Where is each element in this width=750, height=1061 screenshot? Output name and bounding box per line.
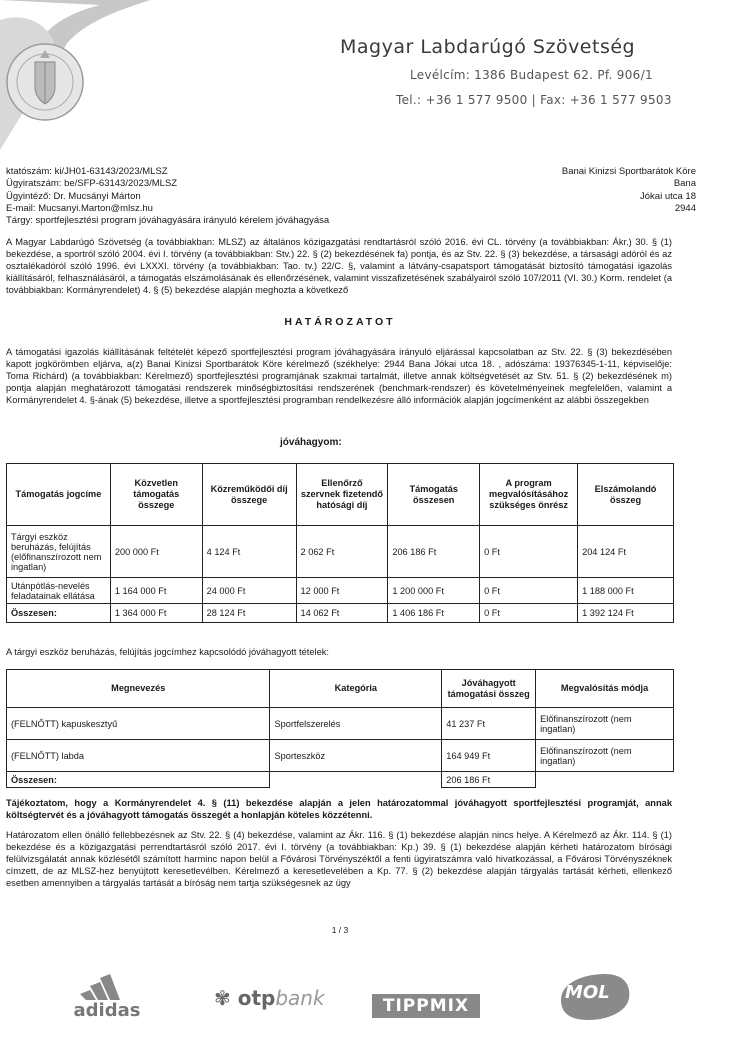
case-number: Ügyiratszám: be/SFP-63143/2023/MLSZ: [6, 178, 178, 190]
table-cell: 14 062 Ft: [296, 604, 388, 623]
recipient-street: Jókai utca 18: [640, 190, 696, 202]
adidas-wordmark: adidas: [73, 1000, 141, 1021]
recipient-name: Banai Kinizsi Sportbarátok Köre: [561, 166, 696, 177]
table-cell: 41 237 Ft: [442, 708, 536, 740]
table-cell: 204 124 Ft: [578, 526, 674, 578]
table-cell: Sporteszköz: [270, 740, 442, 772]
recipient-city: Bana: [673, 178, 696, 190]
approval-label: jóváhagyom:: [280, 437, 342, 448]
officer-email: E-mail: Mucsanyi.Marton@mlsz.hu: [6, 202, 153, 214]
table-total-row: [7, 772, 674, 788]
otp-bank-logo: [214, 986, 325, 1010]
column-header: Megvalósítás módja: [536, 670, 674, 708]
table-cell: Utánpótlás-nevelés feladatainak ellátása: [7, 578, 111, 604]
table-cell: Tárgyi eszköz beruházás, felújítás (előfinanszírozott nem ingatlan): [7, 526, 111, 578]
column-header: Elszámolandó összeg: [578, 464, 674, 526]
table-cell: 0 Ft: [480, 604, 578, 623]
table-cell: 2 062 Ft: [296, 526, 388, 578]
table-row: [7, 708, 674, 740]
column-header: Megnevezés: [7, 670, 270, 708]
column-header: Közreműködői díj összege: [202, 464, 296, 526]
table-header-row: [7, 464, 674, 526]
subject-line: Tárgy: sportfejlesztési program jóváhagyására irányuló kérelem jóváhagyása: [6, 215, 330, 227]
letterhead: [0, 0, 750, 150]
registration-number: ktatószám: ki/JH01-63143/2023/MLSZ: [6, 166, 168, 177]
table-cell: (FELNŐTT) labda: [7, 740, 270, 772]
sponsor-bar: [0, 970, 750, 1061]
page-number: 1 / 3: [331, 925, 349, 935]
adidas-logo: [72, 970, 142, 1030]
decision-paragraph: A támogatási igazolás kiállításának feltételét képező sportfejlesztési program jóváhagyására irányuló eljárással kapcsolatban az Stv. 22. § (3) bekezdésében kapott jogkörömben eljárva, a(z) Banai Kinizsi Sportbarátok Köre kérelmező (székhelye: 2944 Bana Jókai utca 18. , adószáma: 19376345-1-11, képviselője: Toma Richárd) (a továbbiakban: Kérelmező) sportfejlesztési programjának szakmai tartalmát, illetve annak költségvetését az Stv. 51. § (2) bekezdésének m) pontja alapján meghatározott támogatási rendszerek minőségbiztosítási rendszerének (benchmark-rendszer) és követelményeinek megfelelően, valamint a Kormányrendelet 4. §-ának (5) bekezdése, illetve a sportfejlesztési programban rendelkezésre álló információk alapján jogcímenként az alábbi összegekben: [6, 347, 672, 406]
table-cell: 24 000 Ft: [202, 578, 296, 604]
table-cell: 1 364 000 Ft: [110, 604, 202, 623]
table-cell: [270, 772, 442, 788]
table-row: [7, 526, 674, 578]
otp-swirl-icon: ✾: [214, 986, 231, 1010]
recipient-postcode: 2944: [674, 202, 696, 214]
table-cell: (FELNŐTT) kapuskesztyű: [7, 708, 270, 740]
table-cell: 1 392 124 Ft: [578, 604, 674, 623]
table-cell: 28 124 Ft: [202, 604, 296, 623]
table-header-row: [7, 670, 674, 708]
table-cell: 12 000 Ft: [296, 578, 388, 604]
table-cell: 1 188 000 Ft: [578, 578, 674, 604]
column-header: Támogatás összesen: [388, 464, 480, 526]
adidas-stripes-icon: [72, 970, 142, 1002]
items-intro: A tárgyi eszköz beruházás, felújítás jogcímhez kapcsolódó jóváhagyott tételek:: [6, 647, 329, 657]
table-total-row: [7, 604, 674, 623]
table-cell: 206 186 Ft: [442, 772, 536, 788]
column-header: Támogatás jogcíme: [7, 464, 111, 526]
table-cell: Összesen:: [7, 772, 270, 788]
recipient-address: [562, 166, 696, 215]
legal-basis-paragraph: A Magyar Labdarúgó Szövetség (a továbbiakban: MLSZ) az általános közigazgatási rendtartásról szóló 2016. évi CL. törvény (a továbbiakban: Ákr.) 30. § (1) bekezdése, a sportról szóló 2004. évi I. törvény (a továbbiakban: Stv.) 22. § (2) bekezdésének fa) pontja, és az Stv. 22. § (3) bekezdése, a társasági adóról és az osztalékadóról szóló 1996. évi LXXXI. törvény (a továbbiakban: Tao. tv.) 22/C. §, valamint a látvány-csapatsport támogatását biztosító támogatási igazolás kiállításáról, felhasználásáról, a támogatás elszámolásának és ellenőrzésének, valamint visszafizetésének szabályairól szóló 107/2011 (VI. 30.) Korm. rendelet (a továbbiakban: Kormányrendelet) 4. § (5) bekezdése alapján meghozta a következő: [6, 237, 672, 296]
table-cell: 164 949 Ft: [442, 740, 536, 772]
column-header: Kategória: [270, 670, 442, 708]
table-cell: 1 164 000 Ft: [110, 578, 202, 604]
organization-name: Magyar Labdarúgó Szövetség: [340, 36, 636, 58]
approved-items-table: [6, 669, 674, 788]
column-header: Közvetlen támogatás összege: [110, 464, 202, 526]
mol-logo: [555, 970, 635, 1024]
column-header: A program megvalósításához szükséges önrész: [480, 464, 578, 526]
column-header: Ellenőrző szervnek fizetendő hatósági díj: [296, 464, 388, 526]
table-cell: 0 Ft: [480, 526, 578, 578]
appeal-paragraph: Határozatom ellen önálló fellebbezésnek az Stv. 22. § (4) bekezdése, valamint az Ákr. 116. § (1) bekezdése alapján nincs helye. A Kérelmező az Ákr. 114. § (1) bekezdése és a közigazgatási perrendtartásról szóló 2017. évi I. törvény (a továbbiakban: Kp.) 39. § (1) bekezdése alapján kérheti határozatom bírósági felülvizsgálatát annak közlésétől számított harminc napon belül a Fővárosi Törvényszéktől a fenti ügyiratszámra való hivatkozással, a Fővárosi Törvényszéknek címzett, de az MLSZ-hez benyújtott keresetlevélben. Kérelmező a keresetlevelében a Kp. 77. § (2) bekezdése alapján tárgyalás tartását kérheti, ellenkező esetben amennyiben a tárgyalás tartását a bíróság nem tartja szükségesnek az ügy: [6, 830, 672, 889]
organization-address: Levélcím: 1386 Budapest 62. Pf. 906/1: [410, 68, 653, 82]
support-summary-table: [6, 463, 674, 623]
bank-wordmark: bank: [275, 986, 325, 1010]
table-cell: 200 000 Ft: [110, 526, 202, 578]
table-cell: 1 406 186 Ft: [388, 604, 480, 623]
table-cell: 4 124 Ft: [202, 526, 296, 578]
otp-wordmark: otp: [237, 986, 276, 1010]
table-cell: [536, 772, 674, 788]
publication-notice: Tájékoztatom, hogy a Kormányrendelet 4. § (11) bekezdése alapján a jelen határozatommal jóváhagyott sportfejlesztési programját, annak költségtervét és a jóváhagyott támogatás összegét a honlapján köteles közzétenni.: [6, 798, 672, 821]
table-cell: Előfinanszírozott (nem ingatlan): [536, 740, 674, 772]
case-officer: Ügyintéző: Dr. Mucsányi Márton: [6, 190, 141, 202]
organization-phone: Tel.: +36 1 577 9500 | Fax: +36 1 577 9503: [396, 93, 672, 107]
document-metadata: [6, 166, 329, 227]
mol-wordmark: MOL: [565, 982, 610, 1003]
table-cell: Előfinanszírozott (nem ingatlan): [536, 708, 674, 740]
table-cell: Sportfelszerelés: [270, 708, 442, 740]
column-header: Jóváhagyott támogatási összeg: [442, 670, 536, 708]
table-cell: 1 200 000 Ft: [388, 578, 480, 604]
table-cell: Összesen:: [7, 604, 111, 623]
mlsz-logo-icon: [0, 0, 150, 150]
decision-title: HATÁROZATOT: [284, 316, 396, 328]
table-cell: 206 186 Ft: [388, 526, 480, 578]
table-cell: 0 Ft: [480, 578, 578, 604]
tippmix-logo: TIPPMIX: [372, 994, 480, 1018]
table-row: [7, 740, 674, 772]
table-row: [7, 578, 674, 604]
